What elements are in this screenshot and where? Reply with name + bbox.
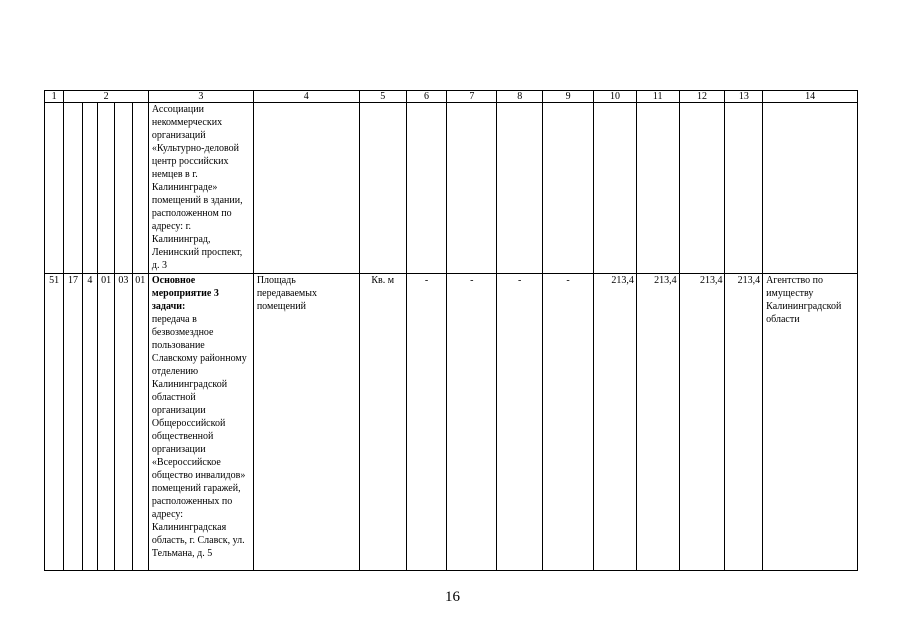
value-cell: - [497,274,543,571]
header-cell-8: 8 [497,91,543,103]
header-cell-11: 11 [636,91,679,103]
document-table [44,90,858,571]
empty-cell [359,103,406,274]
empty-cell [497,103,543,274]
empty-cell [594,103,637,274]
value-cell: - [543,274,594,571]
measure-description [148,274,253,571]
header-cell-7: 7 [447,91,497,103]
measure-title: Основное мероприятие 3 задачи: [151,275,219,312]
table-row [45,274,858,571]
header-row [45,91,858,103]
header-cell-5: 5 [359,91,406,103]
value-cell: - [406,274,447,571]
code-cell: 4 [82,274,97,571]
value-cell: 213,4 [594,274,637,571]
header-cell-1: 1 [45,91,64,103]
header-cell-2: 2 [64,91,149,103]
header-cell-6: 6 [406,91,447,103]
code-cell: 17 [64,274,82,571]
header-cell-10: 10 [594,91,637,103]
continuation-text: Ассоциации некоммерческих организаций «Культурно-деловой центр российских немцев в г. Калининграде» помещений в здании, расположенном по адресу: г. Калининград, Ленинский проспект, д. 3 [148,103,253,274]
value-cell: - [447,274,497,571]
value-cell: 213,4 [679,274,725,571]
empty-cell [636,103,679,274]
table-row [45,103,858,274]
empty-cell [64,103,82,274]
page-number: 16 [445,589,460,605]
code-cell: 03 [115,274,132,571]
header-cell-9: 9 [543,91,594,103]
empty-cell [543,103,594,274]
header-cell-12: 12 [679,91,725,103]
measure-text: передача в безвозмездное пользование Славскому районному отделению Калининградской областной организации Общероссийской общественной организации «Всероссийское общество инвалидов» помещений гаражей, расположенных по адресу: Калининградская область, г. Славск, ул. Тельмана, д. 5 [151,314,247,559]
value-cell: 213,4 [725,274,763,571]
empty-cell [45,103,64,274]
empty-cell [763,103,858,274]
responsible-agency: Агентство по имуществу Калининградской области [763,274,858,571]
empty-cell [132,103,148,274]
empty-cell [725,103,763,274]
empty-cell [406,103,447,274]
header-cell-3: 3 [148,91,253,103]
indicator-name: Площадь передаваемых помещений [253,274,359,571]
row-number: 51 [45,274,64,571]
empty-cell [253,103,359,274]
empty-cell [97,103,114,274]
header-cell-14: 14 [763,91,858,103]
header-cell-13: 13 [725,91,763,103]
code-cell: 01 [132,274,148,571]
empty-cell [447,103,497,274]
unit-cell: Кв. м [359,274,406,571]
code-cell: 01 [97,274,114,571]
empty-cell [679,103,725,274]
empty-cell [82,103,97,274]
empty-cell [115,103,132,274]
value-cell: 213,4 [636,274,679,571]
header-cell-4: 4 [253,91,359,103]
